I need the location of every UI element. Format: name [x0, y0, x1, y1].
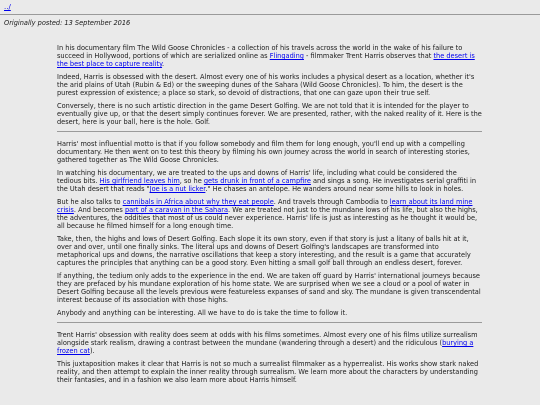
land-mine-link[interactable]: learn about its land mine crisis — [57, 198, 473, 214]
cannibals-link[interactable]: cannibals in Africa about why they eat people — [122, 198, 274, 206]
graffiti-link[interactable]: Joe is a nut licker — [149, 185, 206, 193]
paragraph-5: In watching his documentary, we are treated to the ups and downs of Harris' life, including what could be considered the tedious bits. His girlfriend leaves him, so he gets drunk in front of a campfire and sings a song. He investigates serial graffiti in the Utah desert that reads "Joe is a nut licker." He chases an antelope. He wanders around near some hills to look in holes. — [57, 169, 477, 193]
paragraph-9: Anybody and anything can be interesting. All we have to do is take the time to follow it. — [57, 309, 348, 317]
paragraph-10: Trent Harris' obsession with reality does seem at odds with his films sometimes. Almost every one of his films utilize surrealism alongside stark realism, drawing a contrast between the mundane (wandering through a desert) and the ridiculous (burying a frozen cat). — [57, 331, 478, 355]
paragraph-4: Harris' most influential motto is that if you follow somebody and film them for long enough, you'll end up with a compelling documentary. He then went on to test this theory by filming his own journey across the world in search of interesting stories, gathered together as The Wild Goose Chronicles. — [57, 140, 470, 164]
back-link[interactable]: ../ — [4, 3, 11, 11]
campfire-link[interactable]: gets drunk in front of a campfire — [203, 177, 311, 185]
paragraph-11: This juxtaposition makes it clear that Harris is not so much a surrealist filmmaker as a hyperrealist. His works show stark naked reality, and then attempt to explain the inner reality through surrealism. We learn more about the characters by understanding their fantasies, and in a fashion we also learn more about Harris himself. — [57, 360, 479, 384]
paragraph-2: Indeed, Harris is obsessed with the desert. Almost every one of his works includes a physical desert as a location, whether it's the arid plains of Utah (Rubin & Ed) or the sweeping dunes of the Sahara (Wild Goose Chronicles). To him, the desert is the purest expression of existence; a place so stark, so devoid of distractions, that one can gaze upon their true self. — [57, 73, 475, 97]
frozen-cat-link[interactable]: burying a frozen cat — [57, 339, 474, 355]
section-divider — [57, 131, 482, 132]
caravan-link[interactable]: part of a caravan in the Sahara — [124, 206, 229, 214]
paragraph-6: But he also talks to cannibals in Africa about why they eat people. And travels through Cambodia to learn about its land mine crisis. And becomes part of a caravan in the Sahara. We are treated not just to the mundane lows of his life, but also the highs, the adventures, the oddities that most of us could never experience. Harris' life is just as interesting as he thought it would be, all because he filmed himself for a long enough time. — [57, 198, 478, 230]
top-divider — [0, 14, 540, 15]
girlfriend-leaves-link[interactable]: His girlfriend leaves him — [99, 177, 180, 185]
section-divider — [57, 322, 482, 323]
paragraph-1: In his documentary film The Wild Goose Chronicles - a collection of his travels across the world in the wake of his failure to succeed in Hollywood, portions of which are serialized online as Flingading - filmmaker Trent Harris observes that the desert is the best place to capture reality. — [57, 44, 475, 68]
desert-reality-link[interactable]: the desert is the best place to capture reality — [57, 52, 475, 68]
article-body — [57, 44, 482, 389]
flingading-link[interactable]: Flingading — [269, 52, 304, 60]
paragraph-8: If anything, the tedium only adds to the experience in the end. We are taken off guard by Harris' international journeys because they are prefaced by his mundane exploration of his home state. We are surprised when we see a cloud or a pool of water in Desert Golfing because all the levels previous were featureless expanses of sand and sky. The mundane is given transcendental interest because of its association with those highs. — [57, 272, 481, 304]
paragraph-3: Conversely, there is no such artistic direction in the game Desert Golfing. We are not told that it is intended for the player to eventually give up, or that the desert simply continues forever. We are presented, rather, with the naked reality of it. Here is the desert, here is your ball, here is the hole. Golf. — [57, 102, 482, 126]
posted-date: Originally posted: 13 September 2016 — [4, 19, 131, 27]
paragraph-7: Take, then, the highs and lows of Desert Golfing. Each slope it its own story, even if that story is just a litany of balls hit at it, over and over, until one finally sinks. The literal ups and downs of Desert Golfing's landscapes are transformed into metaphorical ups and downs, the narrative oscillations that keep a story interesting, and the result is a game that accurately captures the principles that anything can be a good story. Even hitting a small golf ball through an endless desert, forever. — [57, 235, 471, 267]
